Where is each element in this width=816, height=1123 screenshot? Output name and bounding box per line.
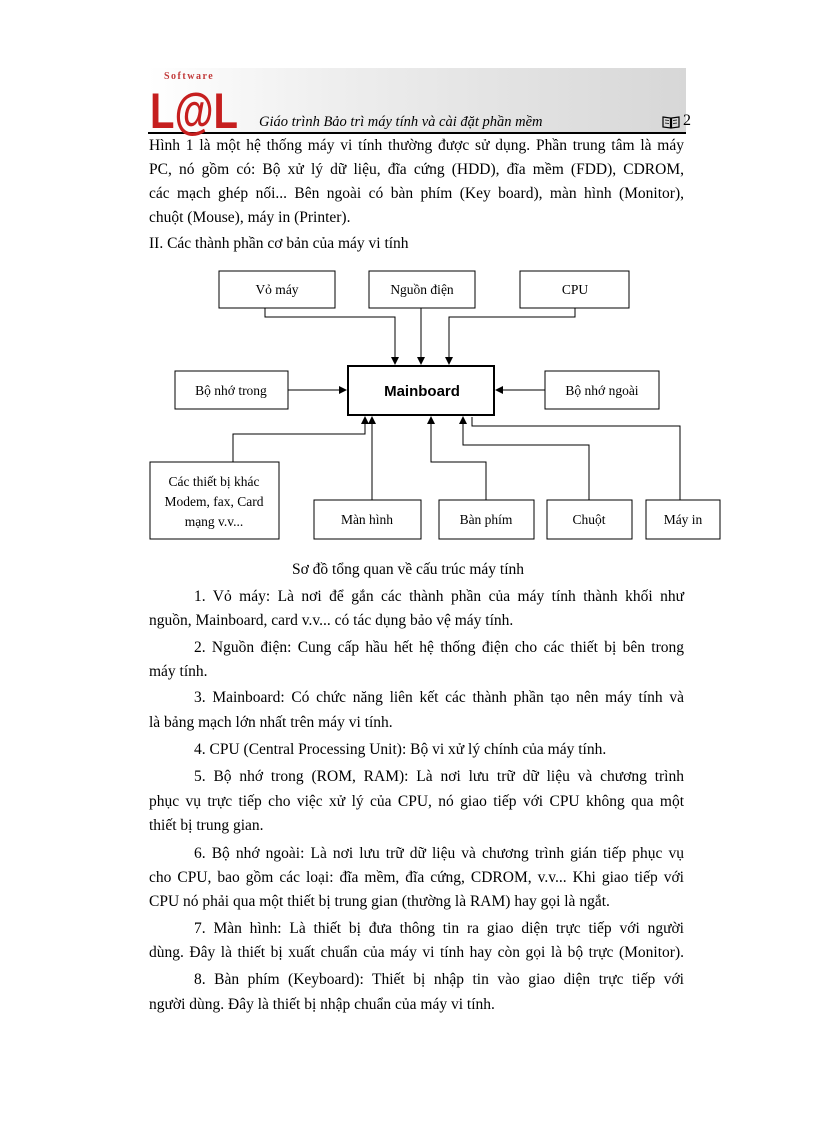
header-title: Giáo trình Bảo trì máy tính và cài đặt phần mềm	[259, 114, 543, 130]
node-printer-label: Máy in	[663, 512, 703, 527]
node-other-label-3: mạng v.v...	[184, 514, 244, 529]
item-7-line-1: 7. Màn hình: Là thiết bị đưa thông tin ra giao diện trực tiếp với người	[194, 920, 684, 937]
item-8-line-1: 8. Bàn phím (Keyboard): Thiết bị nhập tin vào giao diện trực tiếp với	[194, 971, 684, 988]
edge-cpu-mainboard	[449, 308, 575, 364]
item-5-line-2: phục vụ trực tiếp cho việc xử lý của CPU, nó giao tiếp với CPU không qua một	[149, 793, 684, 810]
item-4-line-1: 4. CPU (Central Processing Unit): Bộ vi xử lý chính của máy tính.	[194, 741, 607, 758]
section-heading: II. Các thành phần cơ bản của máy vi tính	[149, 235, 409, 252]
node-case-label: Vỏ máy	[255, 282, 299, 297]
edge-mouse-mainboard	[463, 417, 589, 500]
node-other-label-2: Modem, fax, Card	[164, 494, 264, 509]
item-1-line-2: nguồn, Mainboard, card v.v... có tác dụng bảo vệ máy tính.	[149, 612, 514, 629]
item-3-line-2: là bảng mạch lớn nhất trên máy vi tính.	[149, 714, 393, 731]
item-5-line-1: 5. Bộ nhớ trong (ROM, RAM): Là nơi lưu trữ dữ liệu và chương trình	[194, 768, 684, 785]
item-2-line-1: 2. Nguồn điện: Cung cấp hầu hết hệ thống điện cho các thiết bị bên trong	[194, 639, 684, 656]
item-2-line-2: máy tính.	[149, 663, 208, 680]
node-cpu-label: CPU	[561, 282, 589, 297]
item-3-line-1: 3. Mainboard: Có chức năng liên kết các thành phần tạo nên máy tính và	[194, 689, 684, 706]
item-6-line-2: cho CPU, bao gồm các loại: đĩa mềm, đĩa cứng, CDROM, v.v... Khi giao tiếp với	[149, 869, 684, 886]
page-number: 2	[683, 112, 691, 129]
node-monitor-label: Màn hình	[340, 512, 394, 527]
intro-line-2: PC, nó gồm có: Bộ xử lý dữ liệu, đĩa cứng (HDD), đĩa mềm (FDD), CDROM,	[149, 161, 684, 178]
item-7-line-2: dùng. Đây là thiết bị xuất chuẩn của máy vi tính hay còn gọi là bộ trực (Monitor).	[149, 944, 684, 961]
node-external-memory-label: Bộ nhớ ngoài	[565, 383, 639, 398]
item-1-line-1: 1. Vỏ máy: Là nơi để gắn các thành phần của máy tính thành khối như	[194, 588, 684, 605]
intro-line-1: Hình 1 là một hệ thống máy vi tính thường được sử dụng. Phần trung tâm là máy	[149, 137, 684, 154]
edge-case-mainboard	[265, 308, 395, 364]
edge-keyboard-mainboard	[431, 417, 486, 500]
node-internal-memory-label: Bộ nhớ trong	[195, 383, 267, 398]
node-other-label-1: Các thiết bị khác	[168, 474, 260, 489]
diagram-caption: Sơ đồ tổng quan về cấu trúc máy tính	[291, 561, 525, 578]
node-keyboard-label: Bàn phím	[459, 512, 513, 527]
logo-software-text: Software	[164, 71, 215, 82]
intro-line-4: chuột (Mouse), máy in (Printer).	[149, 209, 351, 226]
node-mainboard-label: Mainboard	[384, 383, 460, 400]
architecture-diagram	[0, 0, 816, 560]
intro-line-3: các mạch ghép nối... Bên ngoài có bàn phím (Key board), màn hình (Monitor),	[149, 185, 684, 202]
item-6-line-1: 6. Bộ nhớ ngoài: Là nơi lưu trữ dữ liệu và chương trình gián tiếp phục vụ	[194, 845, 684, 862]
edge-other-mainboard	[233, 417, 365, 462]
edge-printer-mainboard	[472, 417, 680, 500]
item-8-line-2: người dùng. Đây là thiết bị nhập chuẩn của máy vi tính.	[149, 996, 495, 1013]
item-6-line-3: CPU nó phải qua một thiết bị trung gian (thường là RAM) hay gọi là ngắt.	[149, 893, 610, 910]
logo-mark: L@L	[150, 83, 238, 139]
node-mouse-label: Chuột	[572, 512, 606, 527]
item-5-line-3: thiết bị trung gian.	[149, 817, 264, 834]
node-power-label: Nguồn điện	[390, 282, 454, 297]
